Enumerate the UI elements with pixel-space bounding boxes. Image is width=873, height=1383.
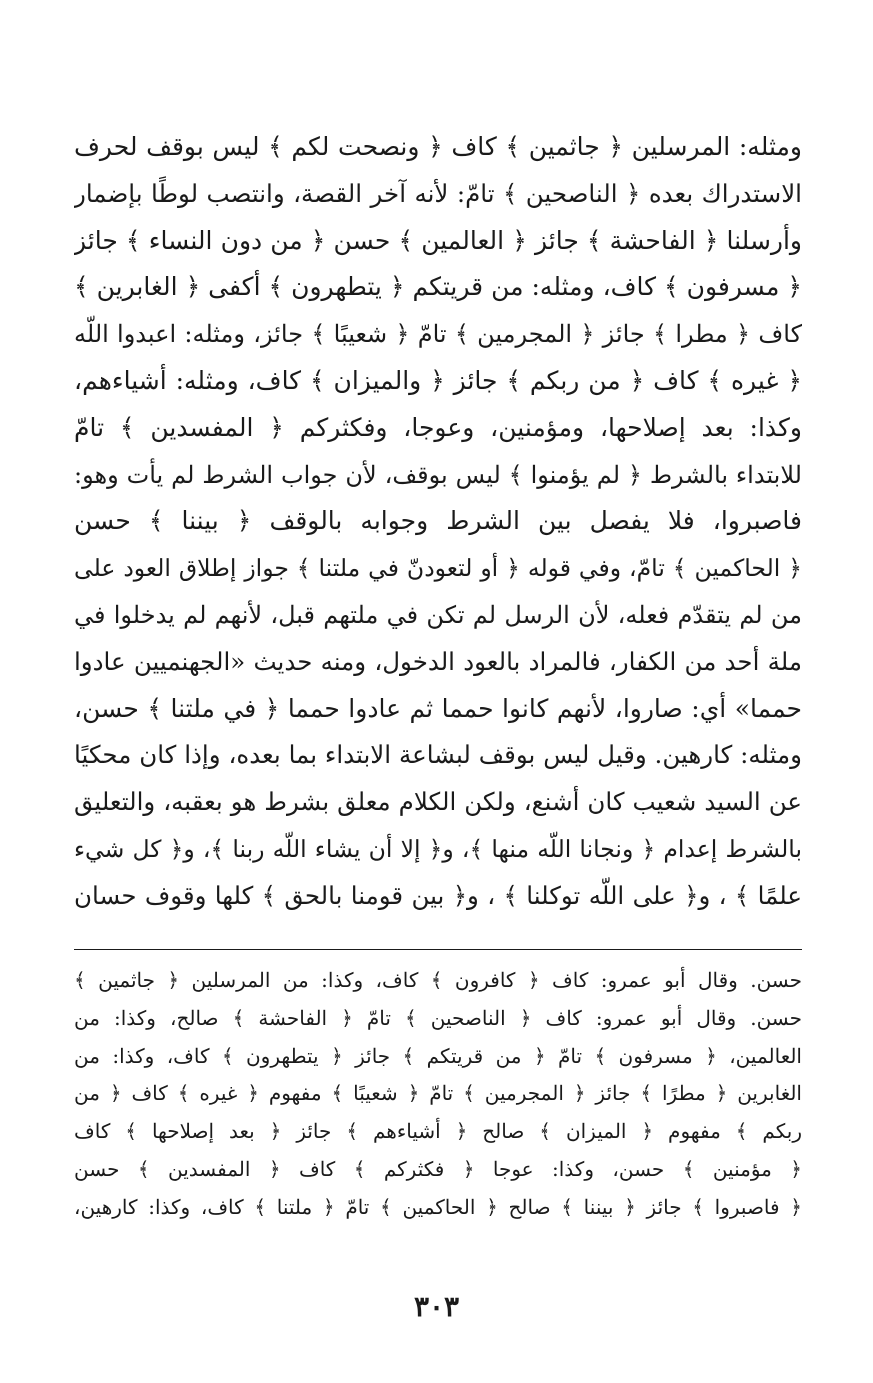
footnote-line: العالمين، ﴿ مسرفون ﴾ تامّ ﴿ من قريتكم ﴾ جائز ﴿ يتطهرون ﴾ كاف، وكذا: من [74,1043,802,1068]
main-text-line: وأرسلنا ﴿ الفاحشة ﴾ جائز ﴿ العالمين ﴾ حسن ﴿ من دون النساء ﴾ جائز [74,225,802,255]
footnote-line: الغابرين ﴿ مطرًا ﴾ جائز ﴿ المجرمين ﴾ تامّ ﴿ شعيبًا ﴾ مفهوم ﴿ غيره ﴾ كاف ﴿ من [74,1081,802,1106]
main-text-line: من لم يتقدّم فعله، لأن الرسل لم تكن في ملتهم قبل، لأنهم لم يدخلوا في [74,600,802,629]
main-text-line: للابتداء بالشرط ﴿ لم يؤمنوا ﴾ ليس بوقف، لأن جواب الشرط لم يأت وهو: [74,460,802,489]
main-text-line: فاصبروا، فلا يفصل بين الشرط وجوابه بالوقف ﴿ بيننا ﴾ حسن [74,506,802,536]
footnote-line: ﴿ فاصبروا ﴾ جائز ﴿ بيننا ﴾ صالح ﴿ الحاكمين ﴾ تامّ ﴿ ملتنا ﴾ كاف، وكذا: كارهين، [74,1194,802,1219]
footnote-line: ربكم ﴾ مفهوم ﴿ الميزان ﴾ صالح ﴿ أشياءهم ﴾ جائز ﴿ بعد إصلاحها ﴾ كاف [74,1119,802,1144]
main-text-line: حمما» أي: صاروا، لأنهم كانوا حمما ثم عادوا حمما ﴿ في ملتنا ﴾ حسن، [74,693,802,723]
footnote-line: حسن. وقال أبو عمرو: كاف ﴿ كافرون ﴾ كاف، وكذا: من المرسلين ﴿ جاثمين ﴾ [74,968,802,992]
footnotes [74,962,802,1227]
footnote-line: حسن. وقال أبو عمرو: كاف ﴿ الناصحين ﴾ تامّ ﴿ الفاحشة ﴾ صالح، وكذا: من [74,1005,802,1030]
page-number: ٣٠٣ [413,1290,460,1323]
main-text-line: ومثله: المرسلين ﴿ جاثمين ﴾ كاف ﴿ ونصحت لكم ﴾ ليس بوقف لحرف [74,132,802,161]
main-text-line: ملة أحد من الكفار، فالمراد بالعود الدخول، ومنه حديث «الجهنميين عادوا [74,646,802,676]
main-text-line: ﴿ غيره ﴾ كاف ﴿ من ربكم ﴾ جائز ﴿ والميزان ﴾ كاف، ومثله: أشياءهم، [74,365,802,395]
main-text-line: ومثله: كارهين. وقيل ليس بوقف لبشاعة الابتداء بما بعده، وإذا كان محكيًا [74,740,802,770]
footnote-divider [74,949,802,950]
main-text-line: ﴿ مسرفون ﴾ كاف، ومثله: من قريتكم ﴿ يتطهرون ﴾ أكفى ﴿ الغابرين ﴾ [74,272,802,302]
main-text-line: ﴿ الحاكمين ﴾ تامّ، وفي قوله ﴿ أو لتعودنّ في ملتنا ﴾ جواز إطلاق العود على [74,554,802,583]
main-text-line: الاستدراك بعده ﴿ الناصحين ﴾ تامّ: لأنه آخر القصة، وانتصب لوطًا بإضمار [74,178,802,208]
main-text-line: علمًا ﴾ ، و﴿ على اللّه توكلنا ﴾ ، و﴿ بين قومنا بالحق ﴾ كلها وقوف حسان [74,880,802,910]
main-text-line: بالشرط إعدام ﴿ ونجانا اللّه منها ﴾، و﴿ إلا أن يشاء اللّه ربنا ﴾، و﴿ كل شيء [74,834,802,863]
main-text-line: وكذا: بعد إصلاحها، ومؤمنين، وعوجا، وفكثركم ﴿ المفسدين ﴾ تامّ [74,412,802,442]
main-text-line: كاف ﴿ مطرا ﴾ جائز ﴿ المجرمين ﴾ تامّ ﴿ شعيبًا ﴾ جائز، ومثله: اعبدوا اللّه [74,320,802,349]
footnote-line: ﴿ مؤمنين ﴾ حسن، وكذا: عوجا ﴿ فكثركم ﴾ كاف ﴿ المفسدين ﴾ حسن [74,1156,802,1181]
main-text [74,124,802,920]
main-text-line: عن السيد شعيب كان أشنع، ولكن الكلام معلق بشرط هو بعقبه، والتعليق [74,787,802,817]
